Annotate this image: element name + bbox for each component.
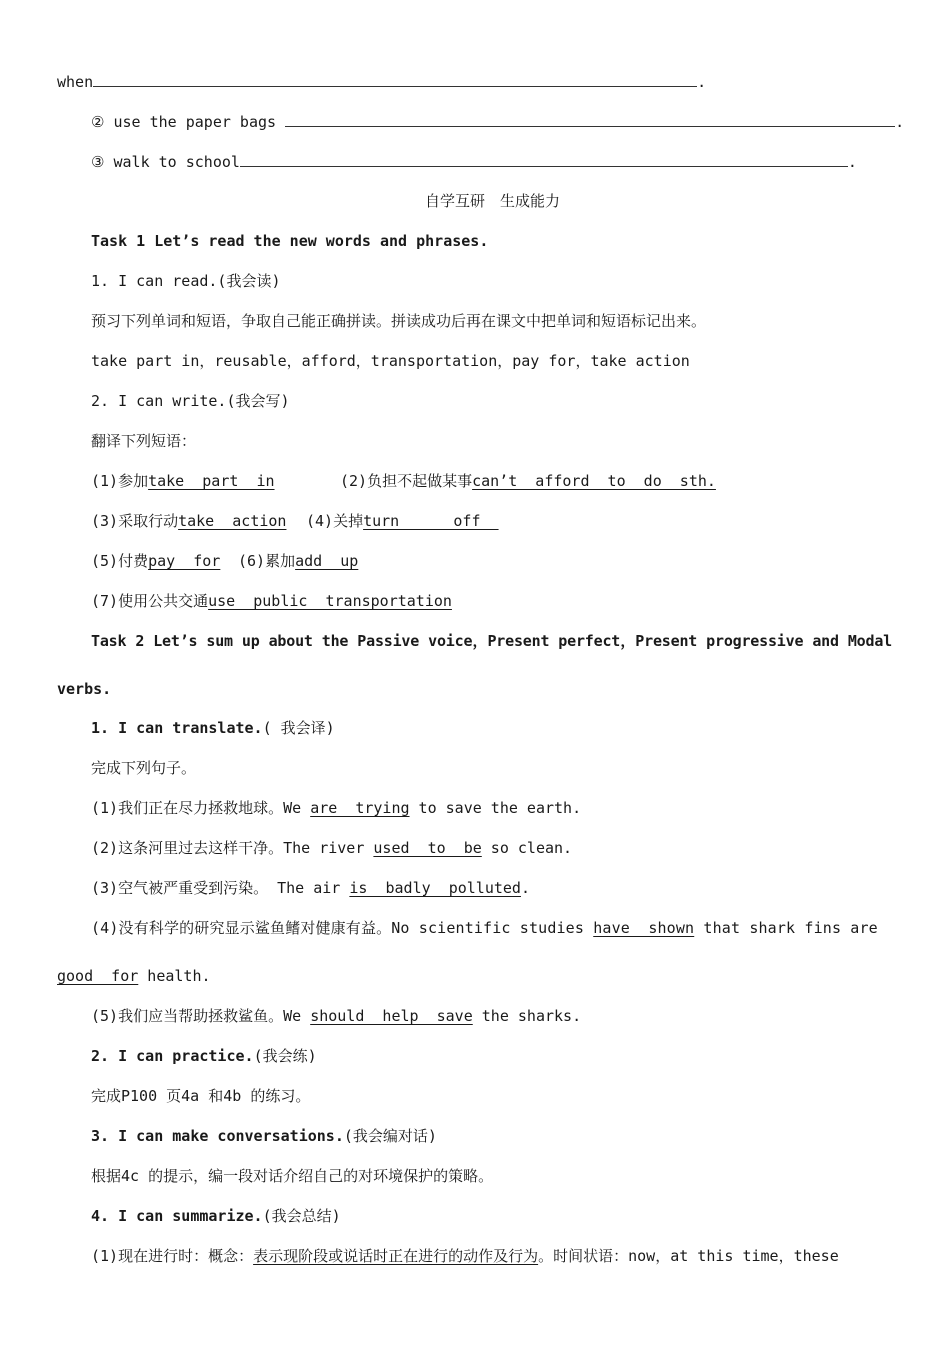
summary-answer: 表示现阶段或说话时正在进行的动作及行为 [253, 1247, 539, 1265]
sentence-suffix: to save the earth. [409, 799, 582, 817]
phrase-item [91, 551, 220, 571]
sentence-prefix: (2)这条河里过去这样干净。The river [91, 839, 374, 857]
word-list: take part in，reusable，afford，transportation，pay for，take action [91, 352, 690, 370]
summarize-heading-cn: (我会总结) [262, 1207, 341, 1225]
read-heading: 1. I can read.(我会读) [91, 272, 281, 290]
sentence-item [91, 798, 581, 818]
sentence-item [91, 838, 572, 858]
intro-line-3-prefix: ③ walk to school [91, 153, 240, 171]
phrase-label: (5)付费 [91, 552, 149, 570]
intro-line-1-end: . [697, 73, 707, 91]
summary-prefix: (1)现在进行时：概念： [91, 1247, 254, 1265]
summary-suffix: 。时间状语：now，at this time，these [538, 1247, 839, 1265]
sentence-suffix: health. [138, 967, 211, 985]
phrase-label: (6)累加 [238, 552, 296, 570]
conversation-heading-en: 3. I can make conversations. [91, 1127, 344, 1145]
sentence-prefix: (4)没有科学的研究显示鲨鱼鳍对健康有益。No scientific studies [91, 919, 594, 937]
intro-line-2-prefix: ② use the paper bags [91, 113, 286, 131]
sentence-item-cont [57, 966, 211, 986]
phrase-item [91, 511, 286, 531]
phrase-label: (2)负担不起做某事 [340, 472, 473, 490]
sentence-suffix: . [520, 879, 530, 897]
phrase-answer: use public transportation [208, 592, 452, 610]
sentence-answer: should help save [310, 1007, 473, 1025]
task1-title: Task 1 Let’s read the new words and phrases. [91, 232, 489, 250]
sentence-answer: used to be [373, 839, 482, 857]
conversation-heading [91, 1126, 437, 1146]
sentence-answer: are trying [310, 799, 410, 817]
intro-line-2-end: . [895, 113, 905, 131]
sentence-suffix: the sharks. [472, 1007, 582, 1025]
phrase-answer: can’t afford to do sth. [472, 472, 716, 490]
phrase-label: (3)采取行动 [91, 512, 179, 530]
sentence-prefix: (1)我们正在尽力拯救地球。We [91, 799, 311, 817]
phrase-label: (1)参加 [91, 472, 149, 490]
summary-line [91, 1246, 839, 1266]
summarize-heading [91, 1206, 341, 1226]
conversation-instruction: 根据4c 的提示，编一段对话介绍自己的对环境保护的策略。 [91, 1167, 494, 1185]
phrase-answer: add up [295, 552, 359, 570]
sentence-answer: good for [57, 967, 139, 985]
summarize-heading-en: 4. I can summarize. [91, 1207, 263, 1225]
phrase-answer: take action [178, 512, 287, 530]
sentence-answer: have shown [593, 919, 695, 937]
phrase-label: (4)关掉 [306, 512, 364, 530]
sentence-suffix: so clean. [481, 839, 573, 857]
phrase-item [91, 471, 275, 491]
phrase-item [306, 511, 499, 531]
sentence-item [91, 878, 530, 898]
blank-line [93, 72, 697, 87]
translate-heading-cn: ( 我会译) [262, 719, 335, 737]
phrase-answer: turn off [363, 512, 499, 530]
phrase-label: (7)使用公共交通 [91, 592, 209, 610]
read-instruction: 预习下列单词和短语，争取自己能正确拼读。拼读成功后再在课文中把单词和短语标记出来。 [91, 312, 707, 330]
task2-title: Task 2 Let’s sum up about the Passive voice，Present perfect，Present progressive and Modal [91, 632, 892, 650]
intro-line-3-end: . [847, 153, 857, 171]
phrase-item [91, 591, 452, 611]
practice-instruction: 完成P100 页4a 和4b 的练习。 [91, 1087, 311, 1105]
sentence-prefix: (3)空气被严重受到污染。 The air [91, 879, 350, 897]
practice-heading-en: 2. I can practice. [91, 1047, 254, 1065]
blank-line [285, 112, 895, 127]
intro-line-3 [91, 152, 857, 172]
practice-heading-cn: (我会练) [253, 1047, 317, 1065]
sentence-item [91, 1006, 581, 1026]
sentence-answer: is badly polluted [349, 879, 521, 897]
translate-heading [91, 718, 335, 738]
translate-heading-en: 1. I can translate. [91, 719, 263, 737]
section-heading: 自学互研 生成能力 [424, 192, 560, 210]
phrase-item [340, 471, 716, 491]
phrase-item [238, 551, 358, 571]
write-instruction: 翻译下列短语： [91, 432, 197, 450]
sentence-prefix: (5)我们应当帮助拯救鲨鱼。We [91, 1007, 311, 1025]
write-heading: 2. I can write.(我会写) [91, 392, 290, 410]
intro-line-2 [91, 112, 904, 132]
phrase-answer: take part in [148, 472, 275, 490]
intro-line-1-prefix: when [57, 73, 94, 91]
intro-line-1 [57, 72, 706, 92]
translate-instruction: 完成下列句子。 [91, 759, 197, 777]
blank-line [240, 152, 848, 167]
sentence-suffix: that shark fins are [694, 919, 878, 937]
task2-title-cont: verbs. [57, 680, 112, 698]
conversation-heading-cn: (我会编对话) [343, 1127, 437, 1145]
practice-heading [91, 1046, 317, 1066]
sentence-item [91, 918, 878, 938]
phrase-answer: pay for [148, 552, 221, 570]
